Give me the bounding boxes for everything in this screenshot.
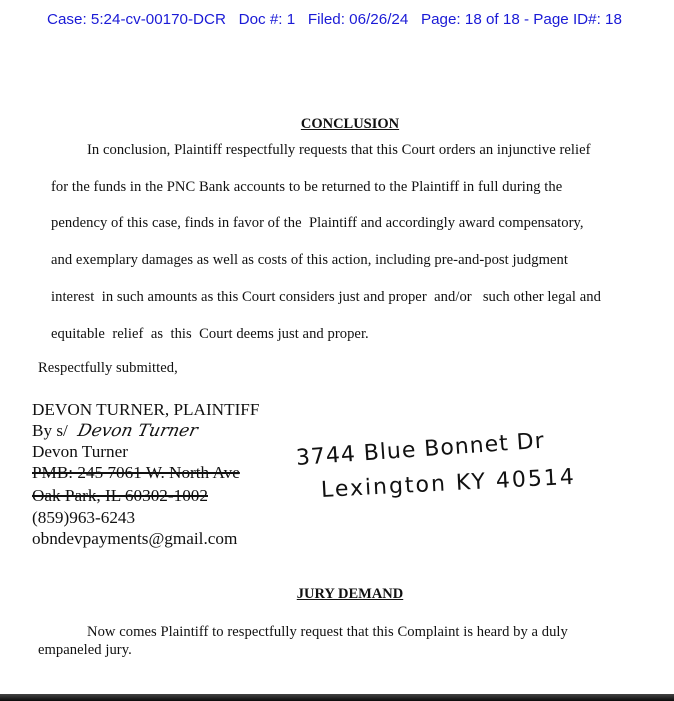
by-label: By s/ — [32, 421, 68, 440]
bottom-edge-bar — [0, 694, 674, 701]
conclusion-line-6: equitable relief as this Court deems just and proper. — [51, 326, 369, 342]
closing-text: Respectfully submitted, — [38, 360, 178, 376]
handwritten-signature: Devon Turner — [75, 421, 200, 441]
conclusion-line-2: for the funds in the PNC Bank accounts to be returned to the Plaintiff in full during the — [51, 179, 563, 195]
handwritten-address-line-2: Lexington KY 40514 — [320, 464, 577, 503]
conclusion-line-3: pendency of this case, finds in favor of the Plaintiff and accordingly award compensatory, — [51, 215, 584, 231]
conclusion-heading: CONCLUSION — [300, 116, 400, 132]
conclusion-line-5: interest in such amounts as this Court considers just and proper and/or such other legal and — [51, 289, 601, 305]
struck-address-line-2: Oak Park, IL 60302-1002 — [32, 486, 208, 505]
signature-name: Devon Turner — [32, 442, 128, 461]
signature-email: obndevpayments@gmail.com — [32, 529, 238, 548]
handwritten-address-line-1: 3744 Blue Bonnet Dr — [295, 428, 546, 471]
signature-name-title: DEVON TURNER, PLAINTIFF — [32, 400, 260, 419]
signature-by-line — [32, 421, 198, 441]
conclusion-line-4: and exemplary damages as well as costs of this action, including pre-and-post judgment — [51, 252, 568, 268]
conclusion-line-1: In conclusion, Plaintiff respectfully requests that this Court orders an injunctive relief — [87, 142, 591, 158]
jury-demand-line-2: empaneled jury. — [38, 642, 132, 658]
signature-phone: (859)963-6243 — [32, 508, 136, 527]
jury-demand-heading: JURY DEMAND — [296, 586, 404, 602]
jury-demand-line-1: Now comes Plaintiff to respectfully request that this Complaint is heard by a duly — [87, 624, 568, 640]
struck-address-line-1: PMB: 245 7061 W. North Ave — [32, 463, 240, 482]
case-header: Case: 5:24-cv-00170-DCR Doc #: 1 Filed: 06/26/24 Page: 18 of 18 - Page ID#: 18 — [47, 11, 622, 28]
